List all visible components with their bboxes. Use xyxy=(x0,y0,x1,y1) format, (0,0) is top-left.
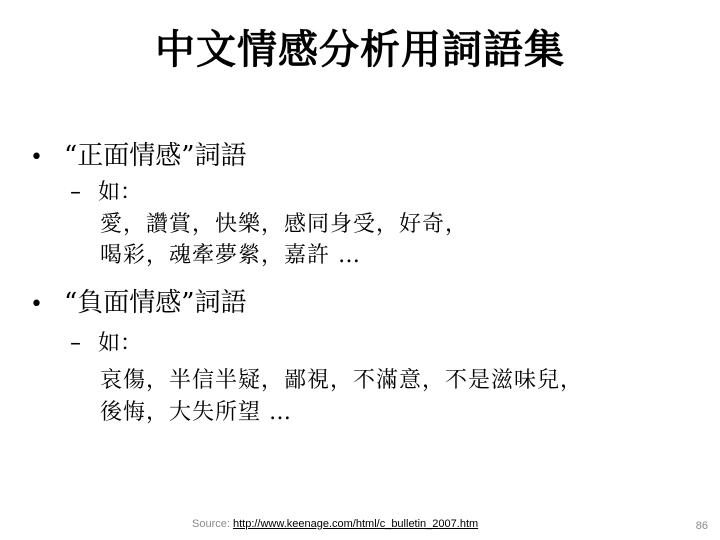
page-number: 86 xyxy=(695,520,708,532)
example-label: 如： xyxy=(98,180,143,205)
positive-example-line-2: 喝彩，魂牽夢縈，嘉許 … xyxy=(100,243,361,268)
negative-heading: “負面情感”詞語 xyxy=(64,288,247,318)
bullet-dot: • xyxy=(30,145,43,170)
negative-example-line-2: 後悔，大失所望 … xyxy=(100,400,292,425)
positive-heading: “正面情感”詞語 xyxy=(64,141,247,171)
footer-source xyxy=(192,518,478,530)
slide-title: 中文情感分析用詞語集 xyxy=(155,26,565,73)
sub-bullet-negative-example xyxy=(70,329,142,359)
example-label: 如： xyxy=(98,331,143,356)
sub-bullet-dash: – xyxy=(70,180,81,205)
bullet-positive-emotion xyxy=(30,139,247,175)
bullet-negative-emotion xyxy=(30,286,247,322)
sub-bullet-dash: – xyxy=(70,331,81,356)
source-link[interactable]: http://www.keenage.com/html/c_bulletin_2007.htm xyxy=(232,518,479,530)
sub-bullet-positive-example xyxy=(70,178,142,208)
bullet-dot: • xyxy=(30,292,43,317)
positive-example-line-1: 愛，讚賞，快樂，感同身受，好奇， xyxy=(100,212,469,237)
negative-example-line-1: 哀傷，半信半疑，鄙視，不滿意，不是滋味兒， xyxy=(100,368,584,393)
source-prefix: Source: xyxy=(192,518,233,530)
